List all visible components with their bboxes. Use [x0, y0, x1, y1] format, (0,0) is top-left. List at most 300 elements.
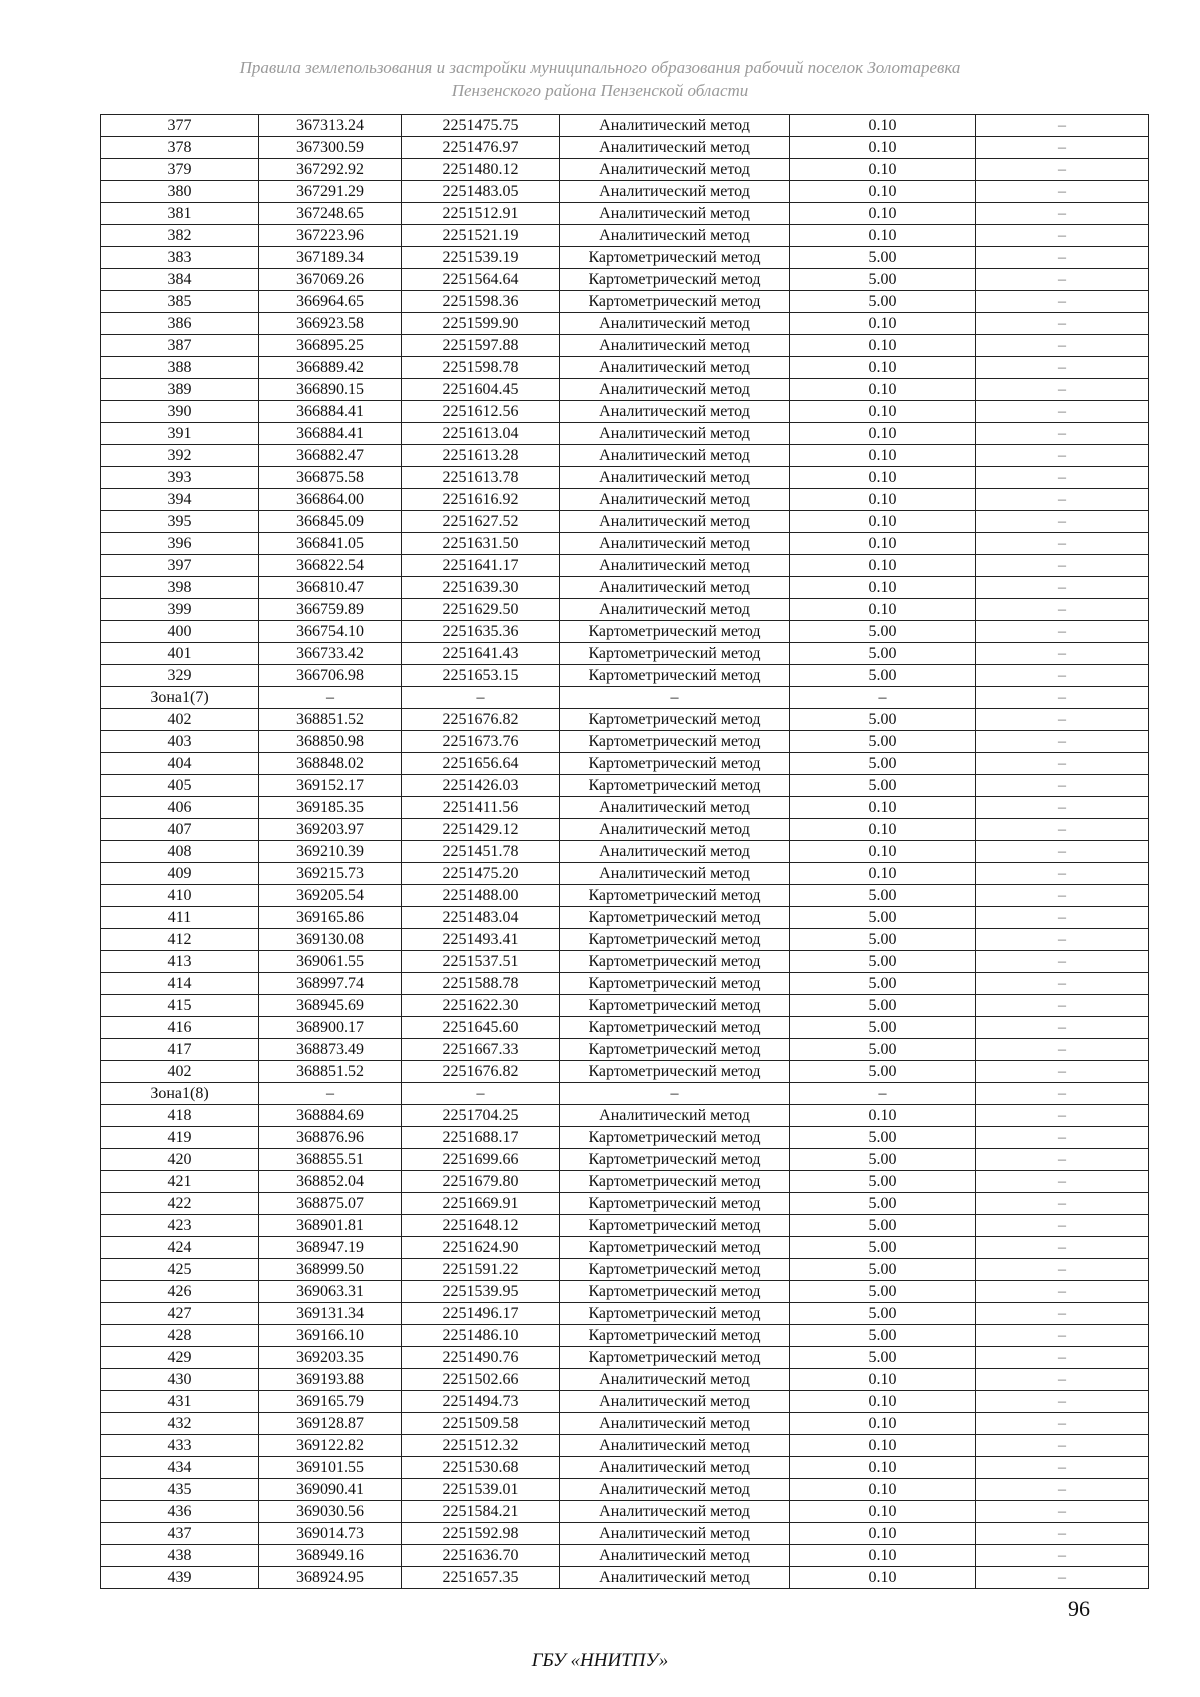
cell-x-coordinate: 366875.58: [259, 467, 402, 489]
table-row: [101, 335, 1149, 357]
cell-accuracy: 0.10: [790, 423, 976, 445]
cell-y-coordinate: 2251688.17: [402, 1127, 560, 1149]
footer-organization: ГБУ «ННИТПУ»: [531, 1650, 669, 1671]
cell-point-number: 418: [101, 1105, 259, 1127]
cell-method: Аналитический метод: [560, 577, 790, 599]
cell-note: –: [976, 907, 1149, 929]
table-row: [101, 1523, 1149, 1545]
table-row: [101, 159, 1149, 181]
cell-x-coordinate: 368855.51: [259, 1149, 402, 1171]
cell-method: Аналитический метод: [560, 181, 790, 203]
cell-note: –: [976, 357, 1149, 379]
cell-note: –: [976, 885, 1149, 907]
cell-point-number: 381: [101, 203, 259, 225]
cell-accuracy: 0.10: [790, 225, 976, 247]
cell-point-number: 384: [101, 269, 259, 291]
cell-y-coordinate: 2251502.66: [402, 1369, 560, 1391]
cell-note: –: [976, 929, 1149, 951]
table-row: [101, 1237, 1149, 1259]
cell-point-number: 433: [101, 1435, 259, 1457]
cell-y-coordinate: 2251679.80: [402, 1171, 560, 1193]
cell-y-coordinate: 2251676.82: [402, 709, 560, 731]
cell-x-coordinate: 368851.52: [259, 1061, 402, 1083]
cell-x-coordinate: 369203.97: [259, 819, 402, 841]
cell-point-number: 378: [101, 137, 259, 159]
cell-note: –: [976, 731, 1149, 753]
cell-accuracy: 0.10: [790, 599, 976, 621]
cell-note: –: [976, 863, 1149, 885]
cell-accuracy: 0.10: [790, 1105, 976, 1127]
cell-point-number: 403: [101, 731, 259, 753]
cell-note: –: [976, 621, 1149, 643]
cell-point-number: 412: [101, 929, 259, 951]
cell-y-coordinate: 2251616.92: [402, 489, 560, 511]
cell-accuracy: 5.00: [790, 885, 976, 907]
cell-x-coordinate: 367292.92: [259, 159, 402, 181]
cell-point-number: 422: [101, 1193, 259, 1215]
cell-method: Аналитический метод: [560, 401, 790, 423]
cell-point-number: 424: [101, 1237, 259, 1259]
cell-y-coordinate: 2251636.70: [402, 1545, 560, 1567]
cell-method: Аналитический метод: [560, 1391, 790, 1413]
cell-point-number: 393: [101, 467, 259, 489]
cell-y-coordinate: 2251613.28: [402, 445, 560, 467]
cell-note: –: [976, 643, 1149, 665]
table-row: [101, 1435, 1149, 1457]
cell-y-coordinate: 2251486.10: [402, 1325, 560, 1347]
cell-note: –: [976, 709, 1149, 731]
running-header: [0, 56, 1200, 102]
cell-note: –: [976, 665, 1149, 687]
cell-method: Картометрический метод: [560, 929, 790, 951]
table-row: [101, 445, 1149, 467]
cell-note: –: [976, 753, 1149, 775]
cell-method: Аналитический метод: [560, 841, 790, 863]
cell-accuracy: 5.00: [790, 753, 976, 775]
cell-method: Картометрический метод: [560, 621, 790, 643]
table-row: [101, 1149, 1149, 1171]
table-row: [101, 1281, 1149, 1303]
cell-note: –: [976, 1039, 1149, 1061]
cell-accuracy: 0.10: [790, 203, 976, 225]
cell-x-coordinate: 369205.54: [259, 885, 402, 907]
cell-note: –: [976, 291, 1149, 313]
cell-note: –: [976, 423, 1149, 445]
cell-accuracy: 0.10: [790, 357, 976, 379]
table-row: [101, 819, 1149, 841]
cell-note: –: [976, 1545, 1149, 1567]
cell-y-coordinate: 2251613.78: [402, 467, 560, 489]
cell-method: Картометрический метод: [560, 1061, 790, 1083]
cell-point-number: 434: [101, 1457, 259, 1479]
table-row: [101, 599, 1149, 621]
cell-accuracy: 0.10: [790, 863, 976, 885]
cell-note: –: [976, 1325, 1149, 1347]
cell-method: Аналитический метод: [560, 1567, 790, 1589]
cell-y-coordinate: 2251624.90: [402, 1237, 560, 1259]
cell-y-coordinate: 2251493.41: [402, 929, 560, 951]
cell-y-coordinate: 2251476.97: [402, 137, 560, 159]
cell-accuracy: 0.10: [790, 467, 976, 489]
cell-x-coordinate: 368852.04: [259, 1171, 402, 1193]
cell-method: Картометрический метод: [560, 885, 790, 907]
cell-x-coordinate: 369210.39: [259, 841, 402, 863]
cell-point-number: 394: [101, 489, 259, 511]
cell-note: –: [976, 555, 1149, 577]
cell-point-number: 437: [101, 1523, 259, 1545]
cell-accuracy: 5.00: [790, 775, 976, 797]
cell-accuracy: 5.00: [790, 247, 976, 269]
table-row: [101, 1127, 1149, 1149]
cell-point-number: 395: [101, 511, 259, 533]
cell-method: Аналитический метод: [560, 1369, 790, 1391]
cell-y-coordinate: 2251483.04: [402, 907, 560, 929]
cell-y-coordinate: 2251648.12: [402, 1215, 560, 1237]
cell-point-number: 411: [101, 907, 259, 929]
cell-y-coordinate: 2251509.58: [402, 1413, 560, 1435]
cell-note: –: [976, 1083, 1149, 1105]
cell-accuracy: 5.00: [790, 973, 976, 995]
cell-accuracy: 5.00: [790, 709, 976, 731]
cell-method: Картометрический метод: [560, 665, 790, 687]
cell-note: –: [976, 973, 1149, 995]
cell-accuracy: 0.10: [790, 1523, 976, 1545]
cell-y-coordinate: 2251488.00: [402, 885, 560, 907]
cell-y-coordinate: 2251669.91: [402, 1193, 560, 1215]
cell-x-coordinate: 369152.17: [259, 775, 402, 797]
cell-x-coordinate: 368851.52: [259, 709, 402, 731]
cell-x-coordinate: 368873.49: [259, 1039, 402, 1061]
cell-note: –: [976, 1281, 1149, 1303]
header-line-2: Пензенского района Пензенской области: [451, 81, 749, 100]
cell-point-number: 397: [101, 555, 259, 577]
cell-point-number: 329: [101, 665, 259, 687]
cell-point-number: 426: [101, 1281, 259, 1303]
header-line-1: Правила землепользования и застройки муниципального образования рабочий поселок Золотаревка: [239, 58, 961, 77]
cell-note: –: [976, 1193, 1149, 1215]
cell-accuracy: 0.10: [790, 511, 976, 533]
cell-method: Картометрический метод: [560, 775, 790, 797]
cell-note: –: [976, 511, 1149, 533]
cell-y-coordinate: 2251622.30: [402, 995, 560, 1017]
cell-method: Картометрический метод: [560, 753, 790, 775]
cell-x-coordinate: 368945.69: [259, 995, 402, 1017]
cell-point-number: 430: [101, 1369, 259, 1391]
cell-accuracy: 0.10: [790, 159, 976, 181]
cell-y-coordinate: 2251490.76: [402, 1347, 560, 1369]
cell-note: –: [976, 335, 1149, 357]
cell-x-coordinate: 369122.82: [259, 1435, 402, 1457]
cell-accuracy: 5.00: [790, 951, 976, 973]
cell-y-coordinate: 2251483.05: [402, 181, 560, 203]
cell-method: Картометрический метод: [560, 1347, 790, 1369]
table-row: [101, 1457, 1149, 1479]
cell-method: Картометрический метод: [560, 973, 790, 995]
cell-method: Картометрический метод: [560, 1215, 790, 1237]
table-row: [101, 929, 1149, 951]
cell-accuracy: 5.00: [790, 1347, 976, 1369]
cell-x-coordinate: 366754.10: [259, 621, 402, 643]
cell-note: –: [976, 269, 1149, 291]
cell-method: Картометрический метод: [560, 951, 790, 973]
cell-point-number: 415: [101, 995, 259, 1017]
cell-accuracy: 0.10: [790, 137, 976, 159]
cell-accuracy: 5.00: [790, 665, 976, 687]
cell-point-number: 402: [101, 709, 259, 731]
cell-y-coordinate: –: [402, 687, 560, 709]
cell-accuracy: 0.10: [790, 1391, 976, 1413]
table-row: [101, 555, 1149, 577]
cell-method: Аналитический метод: [560, 137, 790, 159]
cell-x-coordinate: 369203.35: [259, 1347, 402, 1369]
table-row: [101, 665, 1149, 687]
cell-method: Картометрический метод: [560, 1259, 790, 1281]
cell-point-number: 387: [101, 335, 259, 357]
cell-note: –: [976, 1105, 1149, 1127]
cell-note: –: [976, 995, 1149, 1017]
cell-accuracy: –: [790, 687, 976, 709]
table-row: [101, 1325, 1149, 1347]
cell-x-coordinate: 366706.98: [259, 665, 402, 687]
cell-method: Аналитический метод: [560, 115, 790, 137]
cell-method: Аналитический метод: [560, 313, 790, 335]
cell-note: –: [976, 401, 1149, 423]
cell-note: –: [976, 797, 1149, 819]
cell-method: Аналитический метод: [560, 555, 790, 577]
cell-method: Аналитический метод: [560, 357, 790, 379]
cell-method: Аналитический метод: [560, 159, 790, 181]
cell-method: –: [560, 687, 790, 709]
table-row: [101, 863, 1149, 885]
cell-note: –: [976, 1237, 1149, 1259]
cell-method: Аналитический метод: [560, 533, 790, 555]
cell-point-number: 391: [101, 423, 259, 445]
cell-x-coordinate: 368848.02: [259, 753, 402, 775]
cell-accuracy: –: [790, 1083, 976, 1105]
cell-y-coordinate: 2251613.04: [402, 423, 560, 445]
table-row: [101, 1193, 1149, 1215]
cell-x-coordinate: 369185.35: [259, 797, 402, 819]
table-row: [101, 115, 1149, 137]
cell-note: –: [976, 687, 1149, 709]
cell-note: –: [976, 115, 1149, 137]
cell-point-number: 392: [101, 445, 259, 467]
cell-point-number: 438: [101, 1545, 259, 1567]
cell-point-number: 431: [101, 1391, 259, 1413]
table-row: [101, 357, 1149, 379]
cell-y-coordinate: 2251641.43: [402, 643, 560, 665]
table-row: [101, 467, 1149, 489]
cell-note: –: [976, 1171, 1149, 1193]
cell-y-coordinate: 2251494.73: [402, 1391, 560, 1413]
cell-method: Картометрический метод: [560, 1127, 790, 1149]
cell-y-coordinate: 2251629.50: [402, 599, 560, 621]
cell-point-number: 421: [101, 1171, 259, 1193]
cell-point-number: 435: [101, 1479, 259, 1501]
cell-x-coordinate: 366864.00: [259, 489, 402, 511]
cell-accuracy: 0.10: [790, 555, 976, 577]
cell-x-coordinate: 366810.47: [259, 577, 402, 599]
cell-x-coordinate: 369063.31: [259, 1281, 402, 1303]
cell-x-coordinate: 368900.17: [259, 1017, 402, 1039]
cell-x-coordinate: 366923.58: [259, 313, 402, 335]
cell-accuracy: 5.00: [790, 1039, 976, 1061]
cell-point-number: 380: [101, 181, 259, 203]
cell-x-coordinate: 369131.34: [259, 1303, 402, 1325]
cell-accuracy: 0.10: [790, 1501, 976, 1523]
cell-y-coordinate: 2251604.45: [402, 379, 560, 401]
cell-point-number: 420: [101, 1149, 259, 1171]
cell-accuracy: 5.00: [790, 731, 976, 753]
cell-method: Аналитический метод: [560, 379, 790, 401]
table-row: [101, 995, 1149, 1017]
table-row: [101, 1391, 1149, 1413]
cell-method: Картометрический метод: [560, 1017, 790, 1039]
cell-point-number: 429: [101, 1347, 259, 1369]
cell-accuracy: 5.00: [790, 291, 976, 313]
table-row: [101, 203, 1149, 225]
cell-accuracy: 0.10: [790, 1479, 976, 1501]
cell-accuracy: 0.10: [790, 313, 976, 335]
cell-y-coordinate: 2251645.60: [402, 1017, 560, 1039]
cell-accuracy: 0.10: [790, 1435, 976, 1457]
table-row: [101, 885, 1149, 907]
table-row: [101, 841, 1149, 863]
cell-accuracy: 5.00: [790, 1281, 976, 1303]
cell-point-number: 419: [101, 1127, 259, 1149]
table-row: [101, 731, 1149, 753]
cell-method: Аналитический метод: [560, 1545, 790, 1567]
cell-point-number: 400: [101, 621, 259, 643]
cell-x-coordinate: 368875.07: [259, 1193, 402, 1215]
cell-accuracy: 0.10: [790, 1567, 976, 1589]
table-row: [101, 951, 1149, 973]
cell-point-number: 401: [101, 643, 259, 665]
cell-note: –: [976, 841, 1149, 863]
cell-accuracy: 0.10: [790, 401, 976, 423]
cell-accuracy: 5.00: [790, 1017, 976, 1039]
cell-note: –: [976, 1347, 1149, 1369]
cell-x-coordinate: 368947.19: [259, 1237, 402, 1259]
cell-y-coordinate: 2251592.98: [402, 1523, 560, 1545]
cell-accuracy: 0.10: [790, 1413, 976, 1435]
cell-accuracy: 5.00: [790, 929, 976, 951]
cell-x-coordinate: 369193.88: [259, 1369, 402, 1391]
cell-x-coordinate: 369128.87: [259, 1413, 402, 1435]
cell-point-number: 439: [101, 1567, 259, 1589]
cell-y-coordinate: 2251627.52: [402, 511, 560, 533]
table-row: [101, 533, 1149, 555]
cell-note: –: [976, 1061, 1149, 1083]
table-row: [101, 709, 1149, 731]
cell-x-coordinate: 366759.89: [259, 599, 402, 621]
table-row: [101, 687, 1149, 709]
cell-method: Аналитический метод: [560, 1413, 790, 1435]
cell-y-coordinate: 2251411.56: [402, 797, 560, 819]
cell-point-number: Зона1(8): [101, 1083, 259, 1105]
table-row: [101, 1039, 1149, 1061]
cell-note: –: [976, 1017, 1149, 1039]
cell-y-coordinate: 2251673.76: [402, 731, 560, 753]
cell-method: Картометрический метод: [560, 1149, 790, 1171]
cell-method: Картометрический метод: [560, 1039, 790, 1061]
cell-accuracy: 0.10: [790, 1369, 976, 1391]
cell-note: –: [976, 1479, 1149, 1501]
cell-accuracy: 5.00: [790, 1303, 976, 1325]
cell-x-coordinate: 367313.24: [259, 115, 402, 137]
table-row: [101, 1347, 1149, 1369]
cell-note: –: [976, 1413, 1149, 1435]
cell-x-coordinate: 368876.96: [259, 1127, 402, 1149]
cell-method: Картометрический метод: [560, 1171, 790, 1193]
cell-x-coordinate: 366964.65: [259, 291, 402, 313]
cell-x-coordinate: 366889.42: [259, 357, 402, 379]
cell-note: –: [976, 1435, 1149, 1457]
cell-y-coordinate: 2251539.95: [402, 1281, 560, 1303]
cell-accuracy: 0.10: [790, 379, 976, 401]
cell-accuracy: 0.10: [790, 797, 976, 819]
cell-method: Аналитический метод: [560, 863, 790, 885]
cell-point-number: 385: [101, 291, 259, 313]
cell-accuracy: 0.10: [790, 335, 976, 357]
cell-method: Картометрический метод: [560, 1193, 790, 1215]
cell-y-coordinate: 2251537.51: [402, 951, 560, 973]
cell-point-number: 405: [101, 775, 259, 797]
cell-x-coordinate: 368884.69: [259, 1105, 402, 1127]
cell-method: Аналитический метод: [560, 797, 790, 819]
cell-x-coordinate: 367300.59: [259, 137, 402, 159]
cell-x-coordinate: 368997.74: [259, 973, 402, 995]
cell-note: –: [976, 445, 1149, 467]
table-row: [101, 643, 1149, 665]
table-row: [101, 1501, 1149, 1523]
cell-note: –: [976, 225, 1149, 247]
cell-x-coordinate: 366884.41: [259, 401, 402, 423]
cell-y-coordinate: 2251451.78: [402, 841, 560, 863]
cell-y-coordinate: 2251641.17: [402, 555, 560, 577]
cell-x-coordinate: 366882.47: [259, 445, 402, 467]
cell-x-coordinate: 368949.16: [259, 1545, 402, 1567]
table-row: [101, 269, 1149, 291]
cell-y-coordinate: 2251530.68: [402, 1457, 560, 1479]
cell-note: –: [976, 1149, 1149, 1171]
cell-y-coordinate: –: [402, 1083, 560, 1105]
table-row: [101, 753, 1149, 775]
cell-y-coordinate: 2251512.91: [402, 203, 560, 225]
cell-x-coordinate: 367248.65: [259, 203, 402, 225]
table-row: [101, 1061, 1149, 1083]
cell-x-coordinate: 366890.15: [259, 379, 402, 401]
cell-point-number: 396: [101, 533, 259, 555]
cell-point-number: 427: [101, 1303, 259, 1325]
cell-accuracy: 0.10: [790, 181, 976, 203]
coordinates-table-body: [101, 115, 1149, 1589]
cell-accuracy: 5.00: [790, 995, 976, 1017]
cell-x-coordinate: 367291.29: [259, 181, 402, 203]
cell-y-coordinate: 2251657.35: [402, 1567, 560, 1589]
cell-method: Картометрический метод: [560, 643, 790, 665]
cell-accuracy: 0.10: [790, 819, 976, 841]
cell-point-number: 417: [101, 1039, 259, 1061]
table-row: [101, 797, 1149, 819]
cell-x-coordinate: 369101.55: [259, 1457, 402, 1479]
table-row: [101, 489, 1149, 511]
cell-note: –: [976, 1523, 1149, 1545]
cell-y-coordinate: 2251598.36: [402, 291, 560, 313]
cell-method: Аналитический метод: [560, 445, 790, 467]
cell-note: –: [976, 533, 1149, 555]
cell-point-number: 399: [101, 599, 259, 621]
